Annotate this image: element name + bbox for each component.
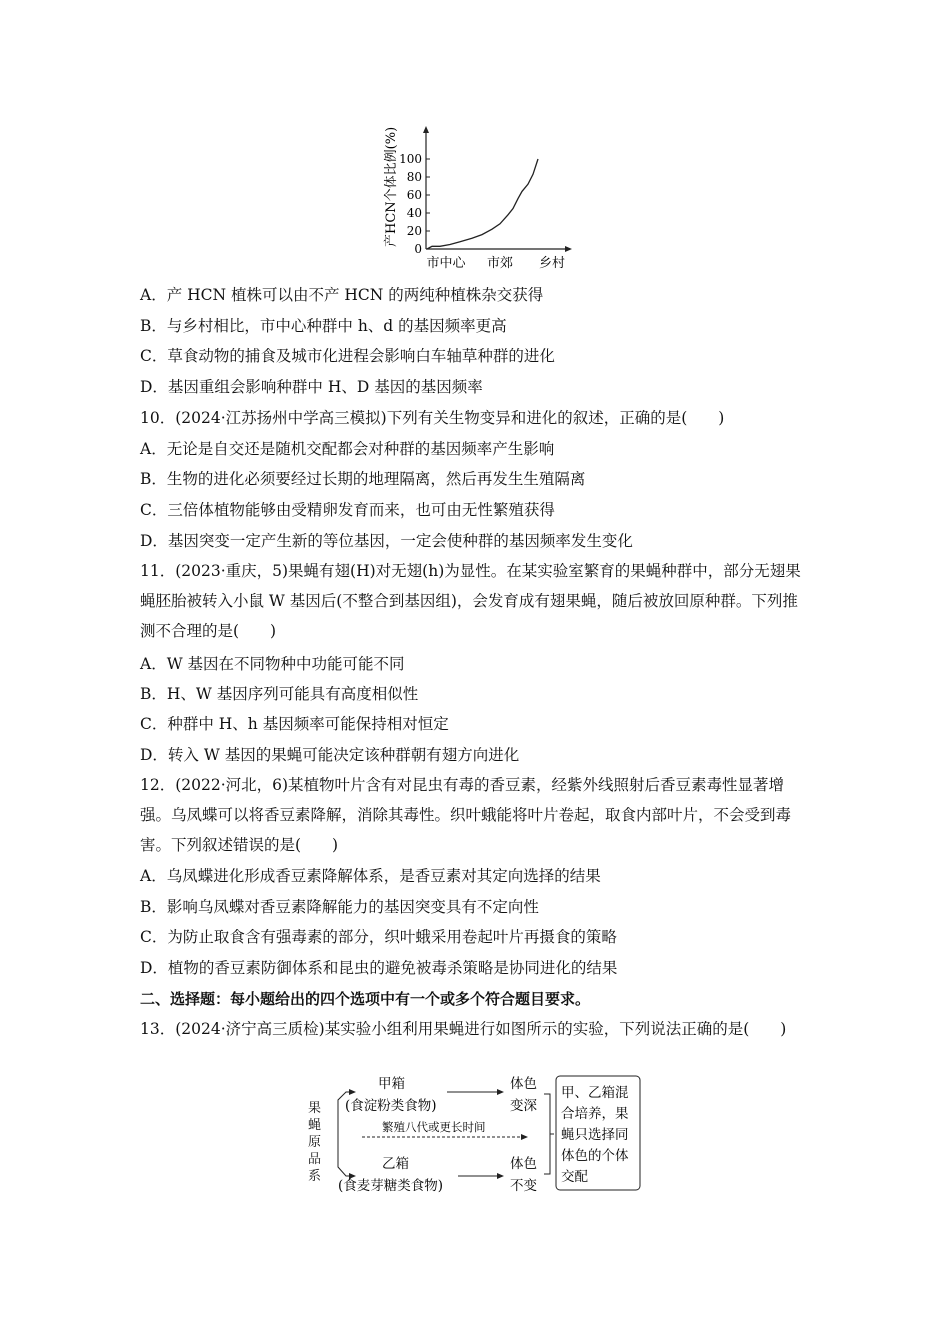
q11-option-b: B．H、W 基因序列可能具有高度相似性 [140,685,419,703]
result-a-line1: 体色 [510,1076,537,1092]
q12-option-a: A．乌凤蝶进化形成香豆素降解体系，是香豆素对其定向选择的结果 [140,867,601,885]
q11-option-a: A．W 基因在不同物种中功能可能不同 [140,655,405,673]
y-tick-label: 0 [414,242,422,256]
q10-option-a: A．无论是自交还是随机交配都会对种群的基因频率产生影响 [140,440,555,458]
result-b-line1: 体色 [510,1156,537,1172]
q12-option-d: D．植物的香豆素防御体系和昆虫的避免被毒杀策略是协同进化的结果 [140,959,618,977]
section-2-heading: 二、选择题：每小题给出的四个选项中有一个或多个符合题目要求。 [140,990,591,1008]
x-tick-label: 市中心 [426,256,466,271]
box-a-food: (食淀粉类食物) [345,1098,437,1114]
q12-option-c: C．为防止取食含有强毒素的部分，织叶蛾采用卷起叶片再摄食的策略 [140,928,617,946]
y-tick-label: 60 [406,188,422,202]
y-tick-label: 80 [406,170,422,184]
box-b-food: (食麦芽糖类食物) [338,1178,444,1194]
q11-option-c: C．种群中 H、h 基因频率可能保持相对恒定 [140,715,449,733]
y-tick-label: 20 [406,224,422,238]
x-tick-label: 市郊 [486,256,514,271]
final-box-line: 甲、乙箱混 [561,1085,629,1101]
y-tick-label: 40 [406,206,422,220]
bottom-arrow-head [497,1173,504,1179]
q11-option-d: D．转入 W 基因的果蝇可能决定该种群朝有翅方向进化 [140,746,520,764]
hcn-series-line [427,159,538,249]
q11-stem: 11．(2023·重庆，5)果蝇有翅(H)对无翅(h)为显性。在某实验室繁育的果蝇种群中，部分无翅果蝇胚胎被转入小鼠 W 基因后(不整合到基因组)，会发育成有翅果蝇，随后被放回原种群。下列推测不合理的是( ) [140,562,801,640]
y-tick-label: 100 [399,152,422,166]
hcn-line-chart [380,122,580,272]
final-box-line: 体色的个体 [561,1148,629,1164]
experiment-diagram [300,1072,650,1197]
q10-option-c: C．三倍体植物能够由受精卵发育而来，也可由无性繁殖获得 [140,501,555,519]
y-axis-arrow [423,126,429,133]
result-a-line2: 变深 [510,1098,537,1114]
top-arrow-head [497,1089,504,1095]
right-bracket [544,1094,554,1174]
q9-option-a: A．产 HCN 植株可以由不产 HCN 的两纯种植株杂交获得 [140,286,544,304]
q10-option-b: B．生物的进化必须要经过长期的地理隔离，然后再发生生殖隔离 [140,470,586,488]
box-a-title: 甲箱 [378,1076,405,1092]
final-box-line: 合培养，果 [561,1106,629,1122]
diagram-left-label: 果蝇原品系 [308,1101,322,1184]
q9-option-c: C．草食动物的捕食及城市化进程会影响白车轴草种群的进化 [140,347,555,365]
q10-option-d: D．基因突变一定产生新的等位基因，一定会使种群的基因频率发生变化 [140,532,633,550]
q9-option-b: B．与乡村相比，市中心种群中 h、d 的基因频率更高 [140,317,507,335]
left-bracket-arrow-top [349,1089,356,1095]
result-b-line2: 不变 [510,1178,537,1194]
q12-option-b: B．影响乌凤蝶对香豆素降解能力的基因突变具有不定向性 [140,898,539,916]
x-axis-arrow [565,246,572,252]
q10-stem: 10．(2024·江苏扬州中学高三模拟)下列有关生物变异和进化的叙述，正确的是( ) [140,409,725,427]
box-b-title: 乙箱 [382,1156,409,1172]
q9-option-d: D．基因重组会影响种群中 H、D 基因的基因频率 [140,378,483,396]
final-box-line: 交配 [561,1169,588,1185]
middle-arrow-head [521,1134,528,1140]
final-box-line: 蝇只选择同 [561,1127,629,1143]
middle-label: 繁殖八代或更长时间 [382,1120,486,1134]
chart-ylabel: 产HCN个体比例(%) [384,126,399,247]
q12-stem: 12．(2022·河北，6)某植物叶片含有对昆虫有毒的香豆素，经紫外线照射后香豆素毒性显著增强。乌凤蝶可以将香豆素降解，消除其毒性。织叶蛾能将叶片卷起，取食内部叶片，不会受到毒害。下列叙述错误的是( ) [140,776,792,854]
x-tick-label: 乡村 [538,256,566,271]
q13-stem: 13．(2024·济宁高三质检)某实验小组利用果蝇进行如图所示的实验，下列说法正确的是( ) [140,1020,787,1038]
